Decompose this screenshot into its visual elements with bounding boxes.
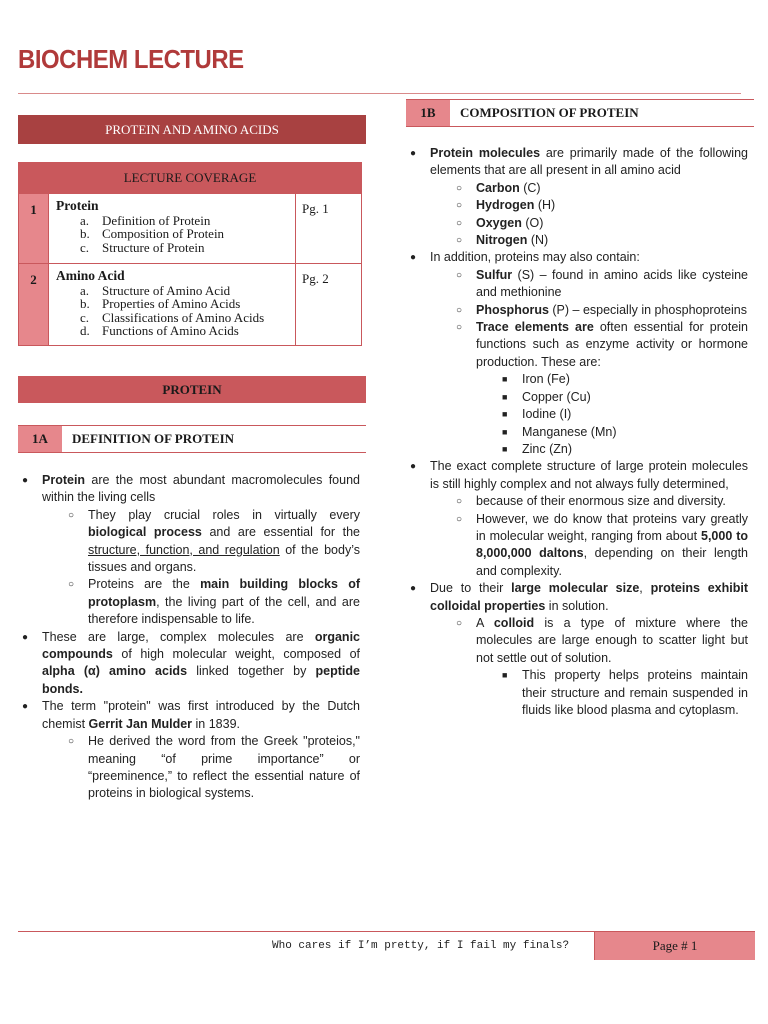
list-item: ■ Iodine (I) [502,407,572,422]
coverage-item: c. Structure of Protein [80,239,205,255]
list-item: ■ Zinc (Zn) [502,441,572,456]
coverage-item: c. Classifications of Amino Acids [80,309,265,325]
coverage-item: a. Structure of Amino Acid [80,282,231,298]
list-item: ● Due to their large molecular size, proteins exhibit colloidal properties in solution. [410,581,748,613]
coverage-row-body [48,264,295,345]
list-item: ○ Hydrogen (H) [456,198,556,213]
protein-banner: PROTEIN [18,376,366,403]
section-1a-label: DEFINITION OF PROTEIN [72,431,235,446]
page-number: 1 [690,938,698,953]
list-item: ○ Oxygen (O) [456,215,544,230]
section-1a-tag: 1A [18,426,62,452]
title-divider [18,93,741,94]
list-item: ● In addition, proteins may also contain: [410,250,640,265]
section-1b-label: COMPOSITION OF PROTEIN [460,105,639,120]
page-number-badge [594,932,755,960]
list-item: ○ They play crucial roles in virtually every biological process and are essential for the structure, function, and regulation of the body’s tissues and organs. [68,507,360,575]
list-item: ○ Nitrogen (N) [456,233,549,248]
list-item: ○ He derived the word from the Greek "proteios," meaning “of prime importance” or “preeminence,” to reflect the essential nature of proteins in biological systems. [68,734,360,801]
list-item: ○ Sulfur (S) – found in amino acids like cysteine and methionine [456,267,748,300]
coverage-row-body [48,194,295,263]
coverage-row-page: Pg. 1 [295,194,362,263]
section-1b-bar [406,99,754,127]
list-item: ○ Phosphorus (P) – especially in phosphoproteins [456,302,747,317]
coverage-row-number: 1 [18,194,48,263]
coverage-heading: LECTURE COVERAGE [18,162,362,194]
coverage-row-title: Amino Acid [56,268,125,283]
section-1a-bar [18,425,366,453]
left-column [20,472,360,803]
coverage-row-page: Pg. 2 [295,264,362,345]
list-item: ■ This property helps proteins maintain their structure and remain suspended in fluids like blood plasma and cytoplasm. [502,668,748,717]
list-item: ■ Copper (Cu) [502,389,591,404]
list-item: ○ However, we do know that proteins vary greatly in molecular weight, ranging from about 5,000 to 8,000,000 daltons, depending on their length and complexity. [456,511,748,578]
coverage-item: a. Definition of Protein [80,212,211,228]
list-item: ■ Manganese (Mn) [502,424,617,439]
coverage-row-title: Protein [56,198,99,213]
page-number-label: Page # [652,938,691,953]
coverage-table [18,162,362,346]
list-item: ● Protein are the most abundant macromolecules found within the living cells [22,473,360,505]
list-item: ● The exact complete structure of large protein molecules is still highly complex and not always fully determined, [410,459,748,491]
coverage-item: d. Functions of Amino Acids [80,323,239,338]
footer-quote: Who cares if I’m pretty, if I fail my finals? [272,940,570,952]
list-item: ● These are large, complex molecules are organic compounds of high molecular weight, composed of alpha (α) amino acids linked together by peptide bonds. [22,629,360,696]
list-item: ○ Carbon (C) [456,180,541,195]
coverage-row [18,194,362,264]
list-item: ● The term "protein" was first introduced by the Dutch chemist Gerrit Jan Mulder in 1839. [22,699,360,731]
section-1b-tag: 1B [406,100,450,126]
list-item: ○ Proteins are the main building blocks of protoplasm, the living part of the cell, and are therefore indispensable to life. [68,577,360,627]
coverage-row-number: 2 [18,264,48,345]
list-item: ■ Iron (Fe) [502,372,570,387]
coverage-item: b. Properties of Amino Acids [80,296,241,311]
document-title: BIOCHEM LECTURE [18,44,244,74]
list-item: ○ A colloid is a type of mixture where the molecules are large enough to scatter light but not settle out of solution. [456,615,748,665]
list-item: ● Protein molecules are primarily made of the following elements that are all present in all amino acid [410,146,748,178]
coverage-row [18,264,362,346]
list-item: ○ because of their enormous size and diversity. [456,494,726,509]
list-item: ○ Trace elements are often essential for protein functions such as enzyme activity or hormone production. These are: [456,320,749,369]
coverage-item: b. Composition of Protein [80,226,225,241]
right-column [408,145,748,719]
topic-banner: PROTEIN AND AMINO ACIDS [18,115,366,144]
